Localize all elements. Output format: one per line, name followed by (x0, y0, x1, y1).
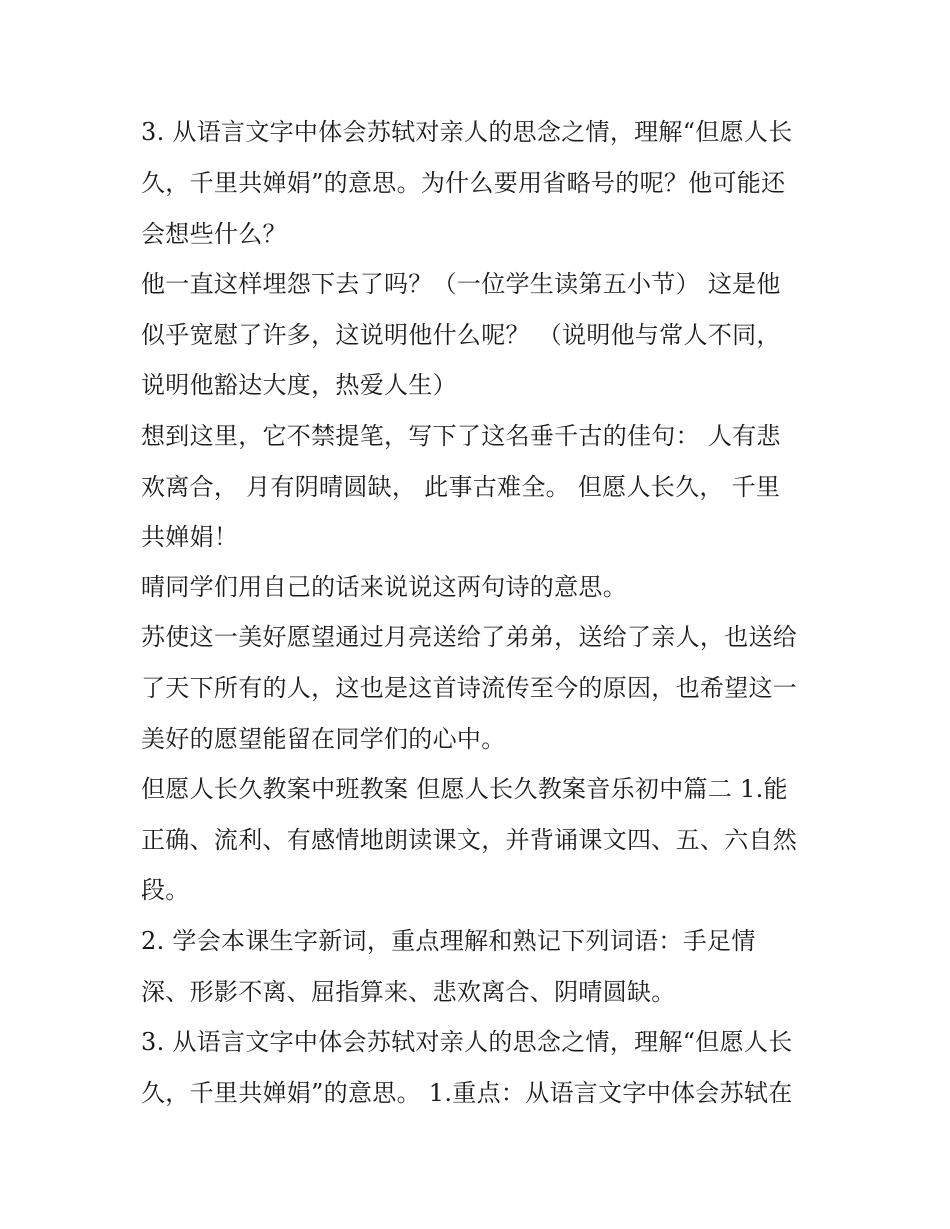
text-line: 深、形影不离、屈指算来、悲欢离合、阴晴圆缺。 (141, 978, 676, 1006)
text-line: 苏使这一美好愿望通过月亮送给了弟弟，送给了亲人，也送给 (141, 623, 798, 651)
text-line: 久，千里共婵娟”的意思。 1.重点：从语言文字中体会苏轼在 (141, 1079, 793, 1107)
text-line: 似乎宽慰了许多，这说明他什么呢？ （说明他与常人不同， (141, 321, 781, 349)
text-line: 3. 从语言文字中体会苏轼对亲人的思念之情，理解“但愿人长 (141, 1028, 793, 1056)
text-line: 说明他豁达大度，热爱人生） (141, 371, 457, 399)
text-line: 3. 从语言文字中体会苏轼对亲人的思念之情，理解“但愿人长 (141, 118, 793, 146)
text-line: 2. 学会本课生字新词，重点理解和熟记下列词语：手足情 (141, 927, 756, 955)
text-line: 久，千里共婵娟”的意思。为什么要用省略号的呢？他可能还 (141, 169, 786, 197)
text-line: 会想些什么？ (141, 220, 287, 248)
text-line: 他一直这样埋怨下去了吗？（一位学生读第五小节） 这是他 (141, 270, 781, 298)
text-line: 想到这里，它不禁提笔，写下了这名垂千古的佳句： 人有悲 (141, 422, 781, 450)
text-line: 晴同学们用自己的话来说说这两句诗的意思。 (141, 573, 627, 601)
text-line: 了天下所有的人，这也是这首诗流传至今的原因，也希望这一 (141, 674, 798, 702)
text-line: 正确、流利、有感情地朗读课文，并背诵课文四、五、六自然 (141, 826, 798, 854)
text-line: 但愿人长久教案中班教案 但愿人长久教案音乐初中篇二 1.能 (141, 775, 788, 803)
text-line: 段。 (141, 876, 190, 904)
text-line: 欢离合， 月有阴晴圆缺， 此事古难全。 但愿人长久， 千里 (141, 473, 781, 501)
text-line: 共婵娟！ (141, 523, 239, 551)
text-line: 美好的愿望能留在同学们的心中。 (141, 725, 506, 753)
